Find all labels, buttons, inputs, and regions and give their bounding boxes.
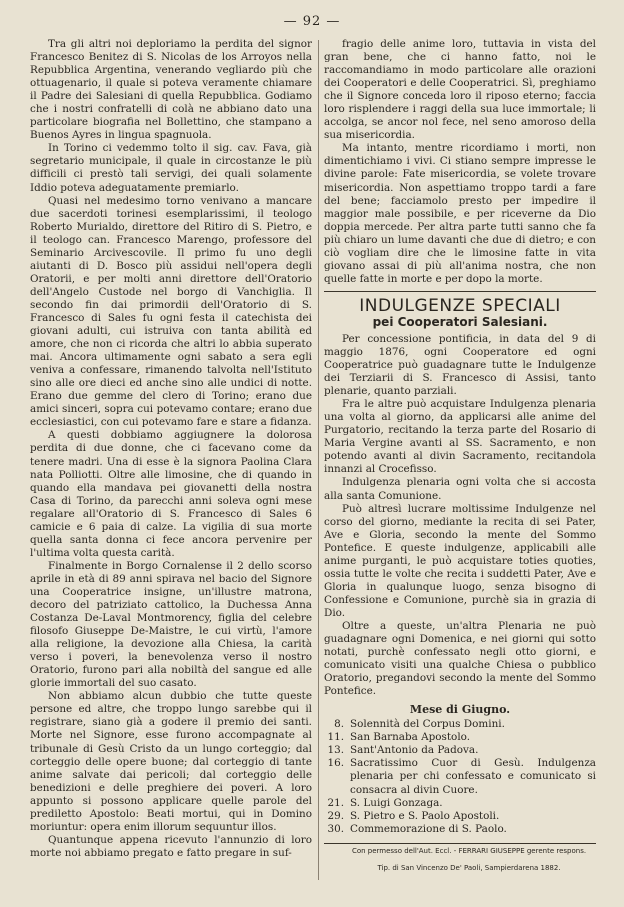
feast-item: [324, 810, 596, 823]
feast-item: [324, 757, 596, 796]
feast-day: 11.: [327, 731, 344, 744]
feast-text: S. Luigi Gonzaga.: [350, 796, 443, 809]
footer-rule: [324, 843, 596, 844]
paragraph: A questi dobbiamo aggiugnere la dolorosa perdita di due donne, che ci facevano come da tenere madri. Una di esse è la signora Paolina Clara nata Polliotti. Oltre alle limosine, che di quando in quando ella mandava pei giovanetti della nostra Casa di Torino, da parecchi anni soleva ogni mese regalare all'Oratorio di S. Francesco di Sales 6 camicie e 6 paia di calze. La vigilia di sua morte quella santa donna ci fece ancora pervenire per l'ultima volta questa carità.: [30, 429, 312, 559]
feast-item: [324, 823, 596, 836]
paragraph: Quantunque appena ricevuto l'annunzio di loro morte noi abbiamo pregato e fatto pregare in suf-: [30, 833, 312, 859]
feast-text: San Barnaba Apostolo.: [350, 731, 471, 744]
feast-text: Sant'Antonio da Padova.: [350, 744, 479, 757]
left-column: [30, 38, 312, 860]
paragraph: Tra gli altri noi deploriamo la perdita del signor Francesco Benitez di S. Nicolas de los Arroyos nella Repubblica Argentina, venerando vegliardo più che ottuagenario, il quale si poteva veramente chiamare il Padre dei Salesiani di quella Repubblica. Godiamo che i nostri confratelli di colà ne abbiano dato una particolare biografia nel Bollettino, che stampano a Buenos Ayres in lingua spagnuola.: [30, 38, 312, 142]
paragraph: Oltre a queste, un'altra Plenaria ne può guadagnare ogni Domenica, e nei giorni qui sotto notati, purchè confessato negli otto giorni, e comunicato visiti una qualche Chiesa o pubblico Oratorio, pregandovi secondo la mente del Sommo Pontefice.: [324, 619, 596, 698]
feast-item: [324, 797, 596, 810]
footer-permission: Con permesso dell'Aut. Eccl. - FERRARI GIUSEPPE gerente respons.: [351, 846, 587, 855]
feast-text: S. Pietro e S. Paolo Apostoli.: [350, 809, 500, 822]
feast-item: [324, 718, 596, 731]
paragraph: Quasi nel medesimo torno venivano a mancare due sacerdoti torinesi esemplarissimi, il teologo Roberto Murialdo, direttore del Ritiro di S. Pietro, e il teologo can. Francesco Marengo, professore del Seminario Arcivescovile. Il primo fu uno degli aiutanti di D. Bosco più assidui nell'opera degli Oratorii, e per molti anni direttore dell'Oratorio dell'Angelo Custode nel borgo di Vanchiglia. Il secondo fin dai primordii dell'Oratorio di S. Francesco di Sales fu ogni festa il catechista dei giovani adulti, cui istruiva con tanta abilità ed amore, che non ci ricorda che altri lo abbia superato mai. Ancora ultimamente ogni sabato a sera egli veniva a confessare, rimanendo talvolta nell'Istituto sino alle ore dieci ed anche sino alle undici di notte. Erano due gemme del clero di Torino; erano due amici sinceri, sopra cui potevamo contare; erano due ecclesiastici, con cui potevamo fare e stare a fidanza.: [30, 194, 312, 429]
feast-day: 30.: [327, 822, 344, 835]
feast-text: Commemorazione di S. Paolo.: [350, 822, 507, 835]
feast-day: 21.: [327, 796, 344, 809]
feast-text: Sacratissimo Cuor di Gesù. Indulgenza plenaria per chi confessato e comunicato si consacra al divin Cuore.: [350, 757, 596, 796]
paragraph: fragio delle anime loro, tuttavia in vista del gran bene, che ci hanno fatto, noi le raccomandiamo in modo particolare alle orazioni dei Cooperatori e delle Cooperatrici. Sì, preghiamo che il Signore conceda loro il riposo eterno; faccia loro risplendere i raggi della sua luce immortale; li accolga, se ancor nol fece, nel seno amoroso della sua misericordia.: [324, 38, 596, 142]
feast-item: [324, 744, 596, 757]
month-heading: Mese di Giugno.: [409, 703, 511, 717]
column-divider: [318, 40, 319, 880]
page-number: — 92 —: [283, 14, 341, 29]
footer-printer: Tip. di San Vincenzo De' Paoli, Sampierdarena 1882.: [377, 863, 561, 872]
paragraph: Ma intanto, mentre ricordiamo i morti, non dimentichiamo i vivi. Ci stiano sempre impresse le divine parole: Fate misericordia, se volete trovare misericordia. Non aspettiamo troppo tardi a fare del bene; facciamolo presto per impedire il maggior male possibile, e per riceverne da Dio doppia mercede. Per altra parte tutti sanno che fa più chiaro un lume davanti che due di dietro; e con ciò vogliam dire che le limosine fatte in vita giovano assai di più all'anima nostra, che non quelle fatte in morte e per dopo la morte.: [324, 142, 596, 285]
paragraph: Fra le altre può acquistare Indulgenza plenaria una volta al giorno, da applicarsi alle anime del Purgatorio, recitando la terza parte del Rosario di Maria Vergine avanti al SS. Sacramento, e non potendo avanti al divin Sacramento, recitandola innanzi al Crocefisso.: [324, 398, 596, 476]
feast-day: 13.: [327, 744, 344, 757]
section-rule: [324, 291, 596, 292]
section-subtitle: pei Cooperatori Salesiani.: [372, 314, 548, 329]
right-column: [324, 38, 596, 873]
feast-day: 8.: [334, 718, 344, 731]
paragraph: Per concessione pontificia, in data del 9 di maggio 1876, ogni Cooperatore ed ogni Cooperatrice può guadagnare tutte le Indulgenze dei Terziarii di S. Francesco di Assisi, tanto plenarie, quanto parziali.: [324, 332, 596, 398]
feast-day: 29.: [327, 809, 344, 822]
paragraph: Non abbiamo alcun dubbio che tutte queste persone ed altre, che troppo lungo sarebbe qui il registrare, siano già a godere il premio dei santi. Morte nel Signore, esse furono accompagnate al tribunale di Gesù Cristo da un lungo corteggio; dal corteggio delle opere buone; dal corteggio di tante anime salvate dai pericoli; dal corteggio delle benedizioni e delle preghiere dei poveri. A loro appunto si possono applicare quelle parole del prediletto Apostolo: Beati mortui, qui in Domino moriuntur: opera enim illorum sequuntur illos.: [30, 690, 312, 833]
paragraph: In Torino ci vedemmo tolto il sig. cav. Fava, già segretario municipale, il quale in circostanze le più difficili ci prestò tali servigi, dei quali solamente Iddio poteva adeguatamente premiarlo.: [30, 142, 312, 194]
section-title: INDULGENZE SPECIALI: [359, 295, 561, 316]
feast-item: [324, 731, 596, 744]
paragraph: Finalmente in Borgo Cornalense il 2 dello scorso aprile in età di 89 anni spirava nel bacio del Signore una Cooperatrice insigne, un'illustre matrona, decoro del patriziato cattolico, la Duchessa Anna Costanza De-Laval Montmorency, figlia del celebre filosofo Giuseppe De-Maistre, le cui virtù, l'amore alla religione, la devozione alla Chiesa, la carità verso i poveri, la benevolenza verso il nostro Oratorio, furono pari alla nobiltà del sangue ed alle glorie immortali del suo casato.: [30, 559, 312, 690]
feast-text: Solennità del Corpus Domini.: [350, 718, 505, 731]
paragraph: Può altresì lucrare moltissime Indulgenze nel corso del giorno, mediante la recita di sei Pater, Ave e Gloria, secondo la mente del Sommo Pontefice. E queste indulgenze, applicabili alle anime purganti, le può acquistare toties quoties, ossia tutte le volte che recita i suddetti Pater, Ave e Gloria in qualunque luogo, senza bisogno di Confessione e Comunione, purchè sia in grazia di Dio.: [324, 502, 596, 619]
feast-day: 16.: [327, 757, 344, 770]
paragraph: Indulgenza plenaria ogni volta che si accosta alla santa Comunione.: [324, 476, 596, 502]
